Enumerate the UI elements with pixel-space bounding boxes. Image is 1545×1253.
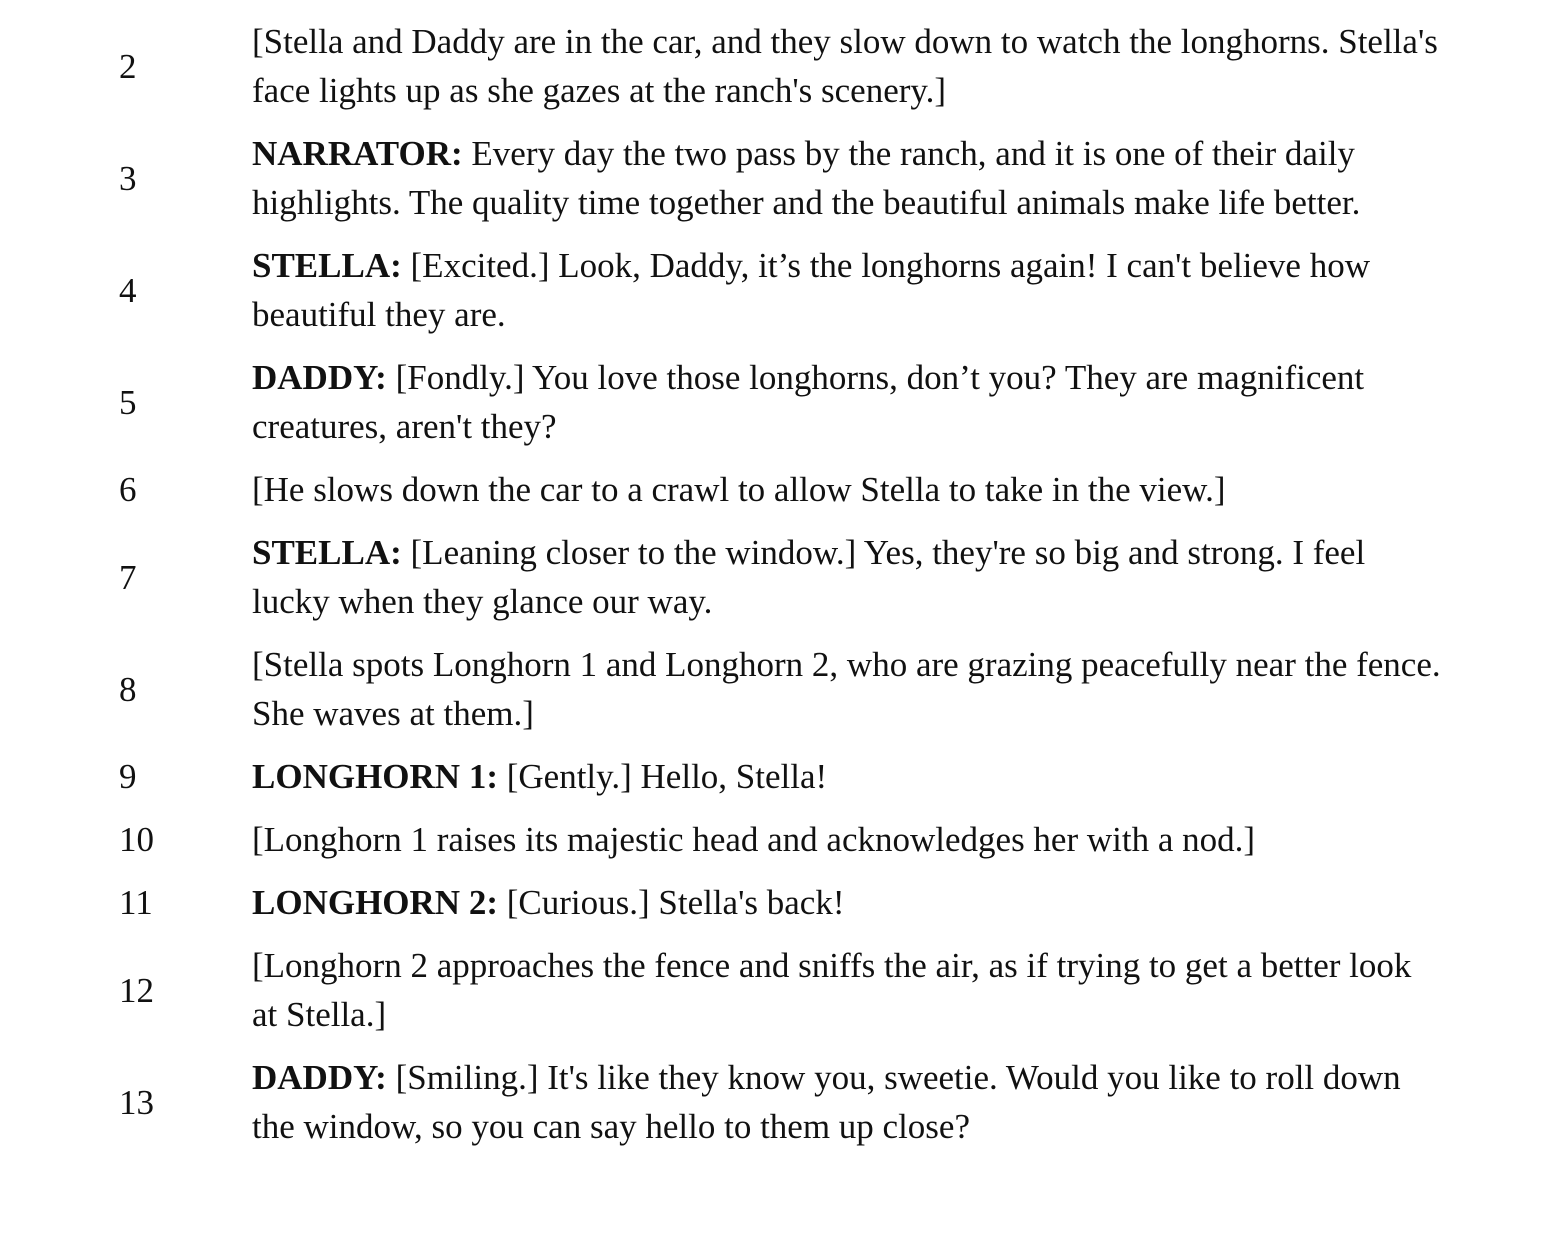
speaker-name: STELLA: <box>252 533 402 572</box>
line-text: [He slows down the car to a crawl to allow Stella to take in the view.] <box>252 470 1226 509</box>
script-line <box>0 1053 1545 1151</box>
stage-direction <box>252 640 1442 738</box>
dialogue-text <box>252 752 1442 801</box>
line-number: 9 <box>119 757 137 796</box>
dialogue-text <box>252 528 1442 626</box>
line-number: 6 <box>119 470 137 509</box>
script-line <box>0 640 1545 738</box>
line-text: [Longhorn 1 raises its majestic head and acknowledges her with a nod.] <box>252 820 1256 859</box>
line-number: 11 <box>119 883 153 922</box>
script-line <box>0 941 1545 1039</box>
dialogue-text <box>252 878 1442 927</box>
speaker-name: LONGHORN 2: <box>252 883 498 922</box>
dialogue-text <box>252 241 1442 339</box>
speaker-name: DADDY: <box>252 358 387 397</box>
script-line <box>0 752 1545 801</box>
line-number: 2 <box>119 46 137 86</box>
line-text: [Leaning closer to the window.] Yes, they're so big and strong. I feel lucky when they glance our way. <box>252 533 1366 621</box>
dialogue-text <box>252 353 1442 451</box>
speaker-name: DADDY: <box>252 1058 387 1097</box>
line-number: 8 <box>119 669 137 709</box>
line-text: [Fondly.] You love those longhorns, don’t you? They are magnificent creatures, aren't they? <box>252 358 1365 446</box>
script-line <box>0 465 1545 514</box>
script-line <box>0 129 1545 227</box>
line-text: [Curious.] Stella's back! <box>497 883 845 922</box>
line-text: [Stella spots Longhorn 1 and Longhorn 2, who are grazing peacefully near the fence. She waves at them.] <box>252 645 1441 733</box>
speaker-name: LONGHORN 1: <box>252 757 498 796</box>
line-text: [Stella and Daddy are in the car, and they slow down to watch the longhorns. Stella's face lights up as she gazes at the ranch's scenery.] <box>252 22 1438 110</box>
dialogue-text <box>252 1053 1442 1151</box>
line-number: 4 <box>119 270 137 310</box>
stage-direction <box>252 941 1442 1039</box>
script-line <box>0 528 1545 626</box>
line-number: 12 <box>119 970 154 1010</box>
line-number: 5 <box>119 382 137 422</box>
script-line <box>0 878 1545 927</box>
line-text: [Smiling.] It's like they know you, sweetie. Would you like to roll down the window, so you can say hello to them up close? <box>252 1058 1401 1146</box>
script-line <box>0 353 1545 451</box>
stage-direction <box>252 465 1442 514</box>
speaker-name: NARRATOR: <box>252 134 463 173</box>
stage-direction <box>252 815 1442 864</box>
script-page <box>0 17 1545 1253</box>
speaker-name: STELLA: <box>252 246 402 285</box>
line-number: 3 <box>119 158 137 198</box>
line-text: Every day the two pass by the ranch, and it is one of their daily highlights. The quality time together and the beautiful animals make life better. <box>252 134 1361 222</box>
dialogue-text <box>252 129 1442 227</box>
stage-direction <box>252 17 1442 115</box>
line-number: 13 <box>119 1082 154 1122</box>
line-text: [Gently.] Hello, Stella! <box>497 757 828 796</box>
line-number: 7 <box>119 557 137 597</box>
script-line <box>0 241 1545 339</box>
line-number: 10 <box>119 820 154 859</box>
script-line <box>0 815 1545 864</box>
line-text: [Longhorn 2 approaches the fence and sniffs the air, as if trying to get a better look at Stella.] <box>252 946 1412 1034</box>
line-text: [Excited.] Look, Daddy, it’s the longhorns again! I can't believe how beautiful they are. <box>252 246 1370 334</box>
script-line <box>0 17 1545 115</box>
